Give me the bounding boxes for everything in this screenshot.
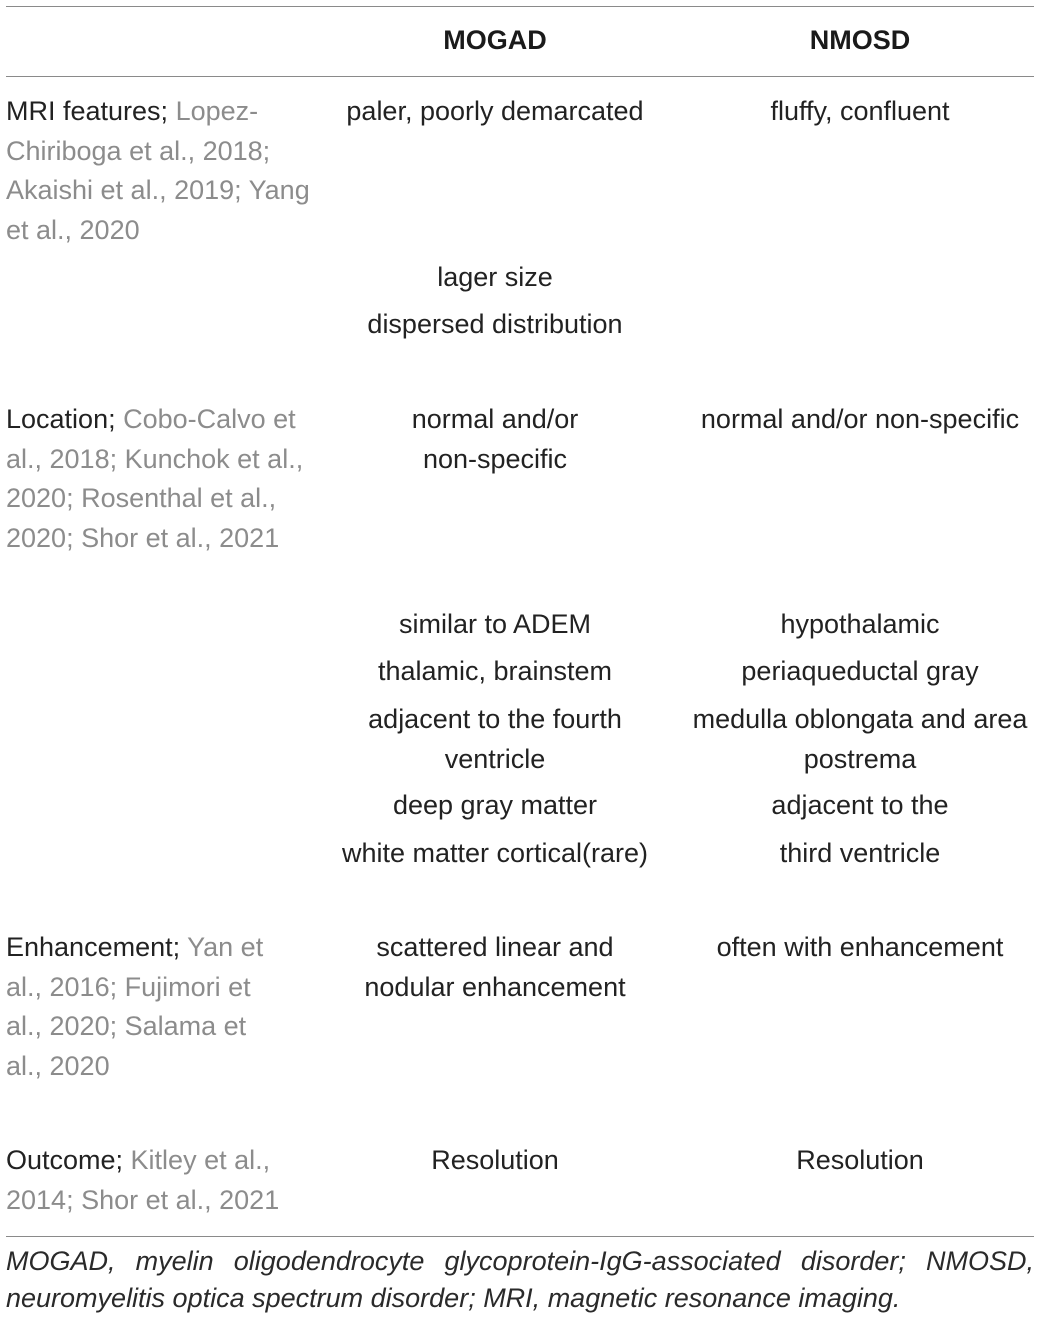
row-label-outcome — [6, 1141, 326, 1220]
mogad-cell: adjacent to the fourth ventricle — [368, 704, 622, 774]
column-header-mogad: MOGAD — [443, 25, 547, 55]
footnote-line: MOGAD, myelin oligodendrocyte glycoprotein-IgG-associated disorder; NMOSD, — [6, 1246, 1034, 1276]
nmosd-cell: fluffy, confluent — [770, 96, 950, 126]
mogad-cell: thalamic, brainstem — [377, 656, 613, 686]
header-bottom-rule — [6, 76, 1034, 77]
footnote-line: neuromyelitis optica spectrum disorder; MRI, magnetic resonance imaging. — [6, 1283, 901, 1313]
mogad-cell: paler, poorly demarcated — [346, 96, 644, 126]
column-header-nmosd: NMOSD — [809, 25, 911, 55]
mogad-cell: similar to ADEM — [398, 609, 592, 639]
reference-citations: Lopez-Chiriboga et al., 2018; Akaishi et al., 2019; Yang et al., 2020 — [6, 96, 310, 245]
mogad-cell: dispersed distribution — [367, 309, 623, 339]
nmosd-cell: Resolution — [796, 1145, 924, 1175]
nmosd-cell: hypothalamic — [780, 609, 940, 639]
nmosd-cell: medulla oblongata and area postrema — [692, 704, 1028, 774]
mogad-cell: lager size — [437, 262, 553, 292]
row-label-mri-features — [6, 92, 326, 250]
row-label-text: MRI features; — [6, 96, 176, 126]
mogad-cell: white matter cortical(rare) — [341, 838, 649, 868]
nmosd-cell: often with enhancement — [716, 932, 1004, 962]
mogad-cell: normal and/or non-specific — [411, 404, 579, 474]
row-label-enhancement — [6, 928, 286, 1086]
nmosd-cell: third ventricle — [779, 838, 941, 868]
table-footnote — [6, 1243, 1034, 1317]
row-label-location — [6, 400, 326, 558]
row-label-text: Location; — [6, 404, 124, 434]
nmosd-cell: normal and/or non-specific — [700, 404, 1020, 434]
mogad-cell: Resolution — [431, 1145, 559, 1175]
nmosd-cell: periaqueductal gray — [741, 656, 979, 686]
reference-citations: Yan et al., 2016; Fujimori et al., 2020; Salama et al., 2020 — [6, 932, 264, 1081]
row-label-text: Outcome; — [6, 1145, 131, 1175]
mogad-cell: deep gray matter — [392, 790, 598, 820]
nmosd-cell: adjacent to the — [771, 790, 949, 820]
table-bottom-rule — [6, 1236, 1034, 1237]
reference-citations: Kitley et al., 2014; Shor et al., 2021 — [6, 1145, 280, 1215]
reference-citations: Cobo-Calvo et al., 2018; Kunchok et al., 2020; Rosenthal et al., 2020; Shor et al., 2021 — [6, 404, 304, 553]
table-top-rule — [6, 6, 1034, 7]
mogad-cell: scattered linear and nodular enhancement — [364, 932, 626, 1002]
row-label-text: Enhancement; — [6, 932, 188, 962]
